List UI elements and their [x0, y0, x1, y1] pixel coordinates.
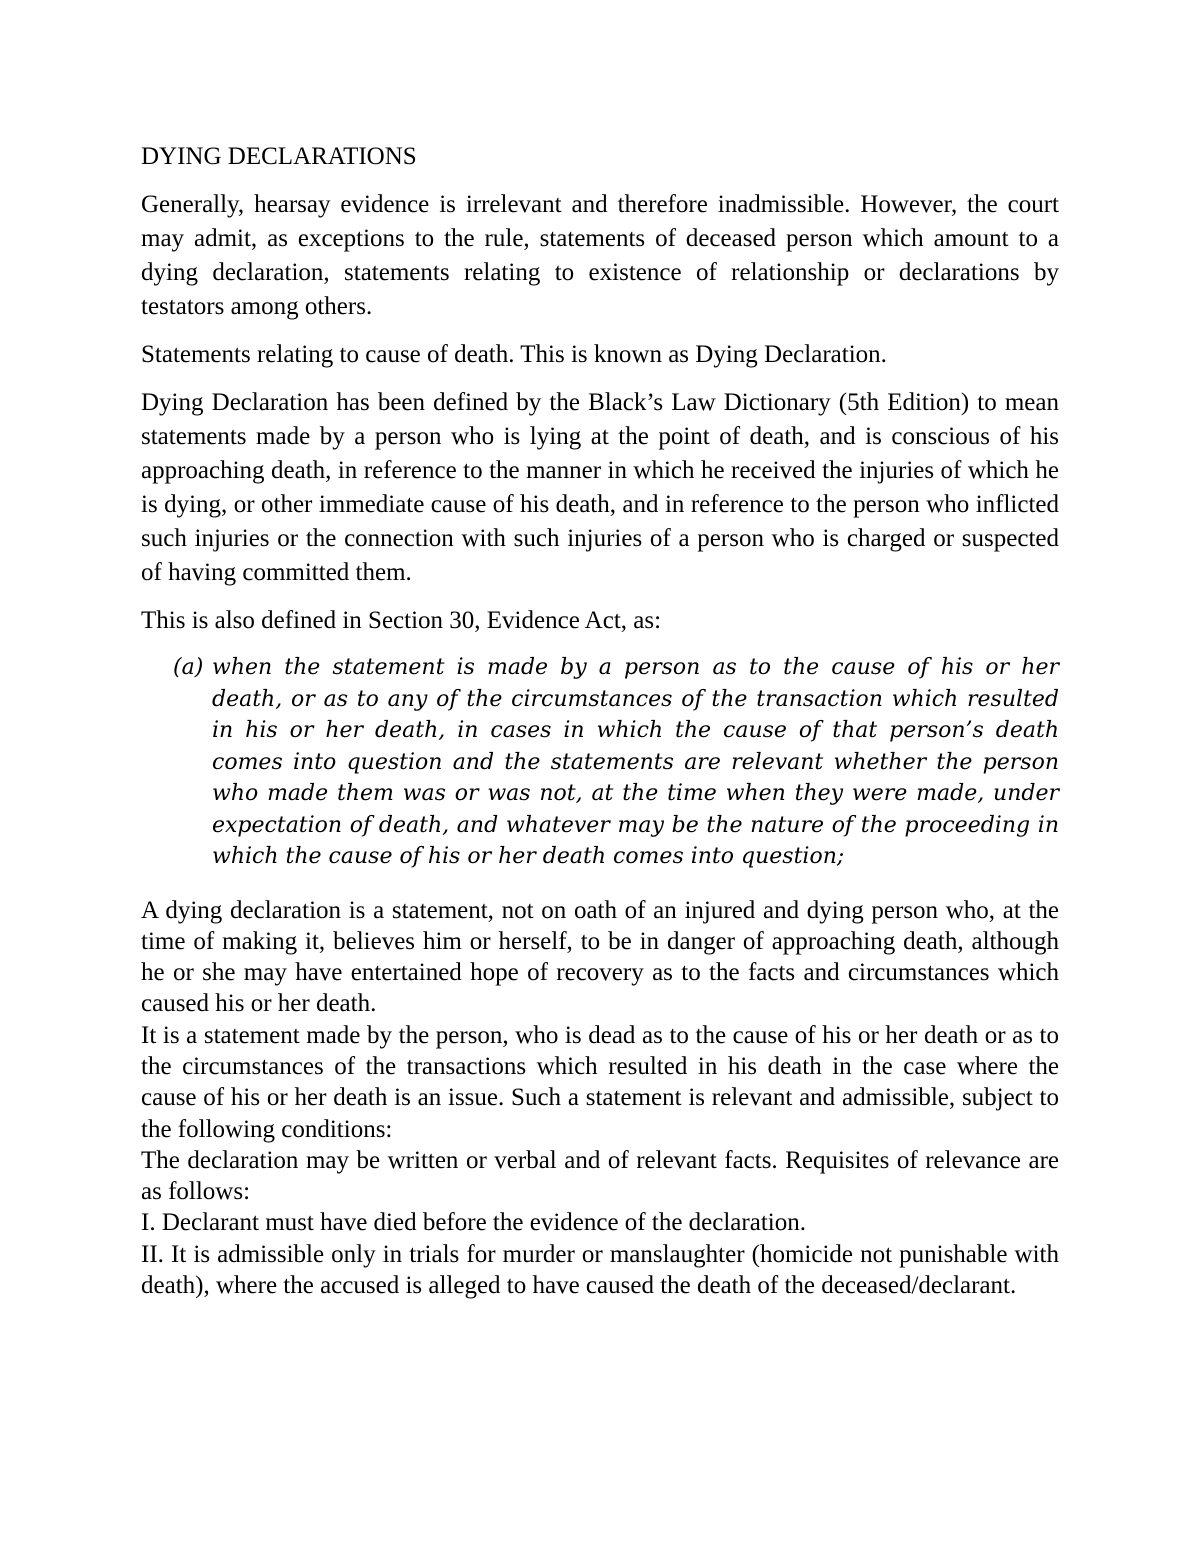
- paragraph-requisites: The declaration may be written or verbal and of relevant facts. Requisites of relevance are as follows:: [141, 1146, 1059, 1206]
- document-content: [141, 140, 1059, 1301]
- statute-quote: [141, 652, 1059, 873]
- paragraph-blacks-definition: Dying Declaration has been defined by the Black’s Law Dictionary (5th Edition) to mean statements made by a person who is lying at the point of death, and is conscious of his approaching death, in reference to the manner in which he received the injuries of which he is dying, or other immediate cause of his death, and in reference to the person who inflicted such injuries or the connection with such injuries of a person who is charged or suspected of having committed them.: [141, 389, 1059, 586]
- quote-marker: (a): [173, 655, 204, 680]
- requisite-item-1: I. Declarant must have died before the evidence of the declaration.: [141, 1209, 806, 1237]
- paragraph-cause-of-death: Statements relating to cause of death. This is known as Dying Declaration.: [141, 341, 887, 368]
- quote-text: when the statement is made by a person as to the cause of his or her death, or as to any of the circumstances of the transaction which resulted in his or her death, in cases in which the cause of that person’s death comes into question and the statements are relevant whether the person who made them was or was not, at the time when they were made, under expectation of death, and whatever may be the nature of the proceeding in which the cause of his or her death comes into question;: [212, 655, 1059, 869]
- paragraph-definition: A dying declaration is a statement, not on oath of an injured and dying person who, at the time of making it, believes him or herself, to be in danger of approaching death, although he or she may have entertained hope of recovery as to the facts and circumstances which caused his or her death.: [141, 896, 1059, 1018]
- paragraph-hearsay: Generally, hearsay evidence is irrelevant and therefore inadmissible. However, the court may admit, as exceptions to the rule, statements of deceased person which amount to a dying declaration, statements relating to existence of relationship or declarations by testators among others.: [141, 191, 1059, 320]
- paragraph-statement-conditions: It is a statement made by the person, who is dead as to the cause of his or her death or as to the circumstances of the transactions which resulted in his death in the case where the cause of his or her death is an issue. Such a statement is relevant and admissible, subject to the following conditions:: [141, 1021, 1059, 1143]
- requisite-item-2: II. It is admissible only in trials for murder or manslaughter (homicide not punishable with death), where the accused is alleged to have caused the death of the deceased/declarant.: [141, 1240, 1059, 1300]
- paragraph-section-30: This is also defined in Section 30, Evidence Act, as:: [141, 607, 662, 634]
- document-title: DYING DECLARATIONS: [141, 143, 417, 170]
